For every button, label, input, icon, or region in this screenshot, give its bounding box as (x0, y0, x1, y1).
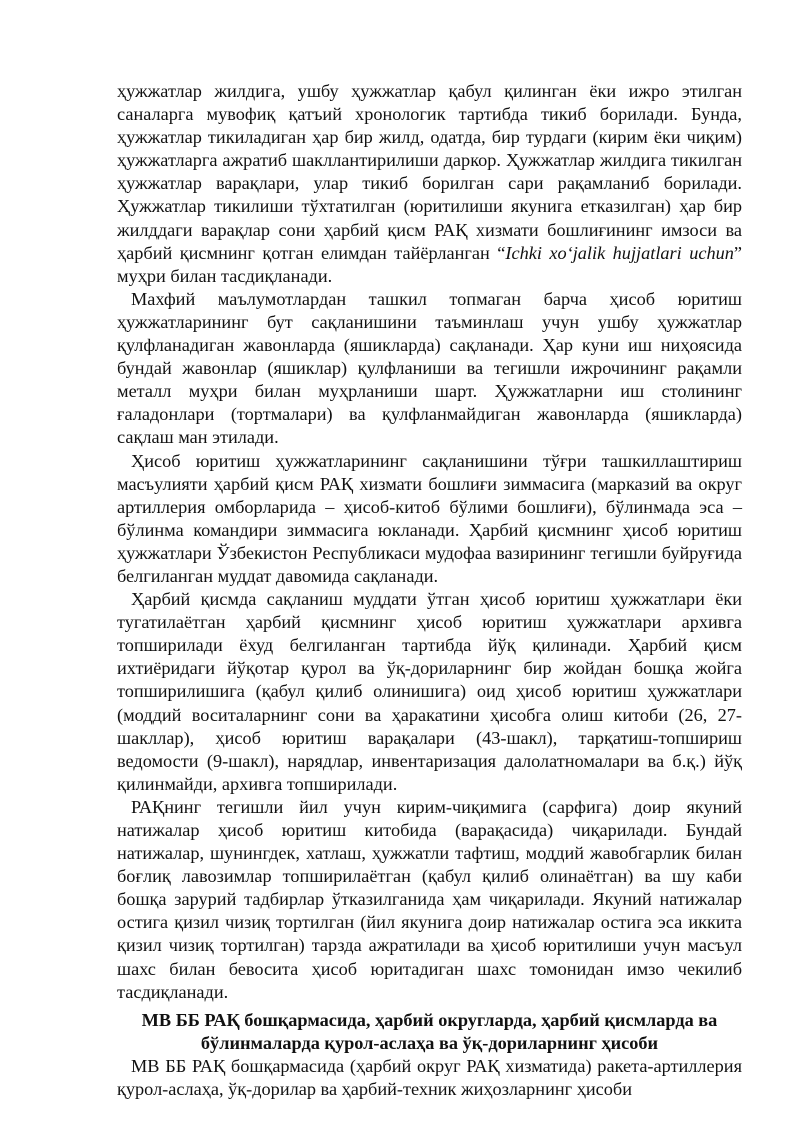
paragraph-responsibility: Ҳисоб юритиш ҳужжатларининг сақланишини тўғри ташкиллаштириш масъулияти ҳарбий қисм РАҚ хизмати бошлиғи зиммасига (марказий ва округ артиллерия омборларида – ҳисоб-китоб бўлими бошлиғи), бўлинмада эса – бўлинма командири зиммасига юкланади. Ҳарбий қисмнинг ҳисоб юритиш ҳужжатлари Ўзбекистон Республикаси мудофаа вазирининг тегишли буйруғида белгиланган муддат давомида сақланади. (117, 450, 742, 586)
section-heading (117, 1009, 742, 1055)
paragraph-document-binding (117, 80, 742, 288)
stamp-inscription: Ichki xo‘jalik hujjatlari uchun (505, 242, 734, 263)
paragraph-text: ҳужжатлар жилдига, ушбу ҳужжатлар қабул қилинган ёки ижро этилган саналарга мувофиқ қатъий хронологик тартибда тикиб борилади. Бунда, ҳужжатлар тикиладиган ҳар бир жилд, одатда, бир турдаги (кирим ёки чиқим) ҳужжатларга ажратиб шакллантирилиши даркор. Ҳужжатлар жилдига тикилган ҳужжатлар варақлари, улар тикиб борилган сари рақамланиб борилади. Ҳужжатлар тикилиши тўхтатилган (юритилиши якунига етказилган) ҳар бир жилддаги варақлар сони ҳарбий қисм РАҚ хизмати бошлиғининг имзоси ва ҳарбий қисмнинг қотган елимдан тайёрланган “ (117, 81, 742, 263)
paragraph-storage: Махфий маълумотлардан ташкил топмаган барча ҳисоб юритиш ҳужжатларининг бут сақланишини таъминлаш учун ушбу ҳужжатлар қулфланадиган жавонларда (яшикларда) сақланади. Ҳар куни иш ниҳоясида бундай жавонлар (яшиклар) қулфланиши ва тегишли ижрочининг рақамли металл муҳри билан муҳрланиши шарт. Ҳужжатларни иш столининг ғаладонлари (тортмалари) ва қулфланмайдиган жавонларда (яшикларда) сақлаш ман этилади. (117, 288, 742, 448)
paragraph-text: ” муҳри билан тасдиқланади. (117, 242, 742, 286)
section-heading-line-1: МВ ББ РАҚ бошқармасида, ҳарбий округларда, ҳарбий қисмларда ва (141, 1009, 718, 1030)
document-page (117, 80, 742, 1101)
paragraph-section-intro: МВ ББ РАҚ бошқармасида (ҳарбий округ РАҚ хизматида) ракета-артиллерия қурол-аслаҳа, ўқ-дорилар ва ҳарбий-техник жиҳозларнинг ҳисоби (117, 1055, 742, 1100)
paragraph-archiving: Ҳарбий қисмда сақланиш муддати ўтган ҳисоб юритиш ҳужжатлари ёки тугатилаётган ҳарбий қисмнинг ҳисоб юритиш ҳужжатлари архивга топширилади ёхуд белгиланган тартибда йўқ қилинади. Ҳарбий қисм ихтиёридаги йўқотар қурол ва ўқ-дориларнинг бир жойдан бошқа жойга топширилишига (қабул қилиб олинишига) оид ҳисоб юритиш ҳужжатлари (моддий воситаларнинг сони ва ҳаракатини ҳисобга олиш китоби (26, 27-шакллар), ҳисоб юритиш варақалари (43-шакл), тарқатиш-топшириш ведомости (9-шакл), нарядлар, инвентаризация далолатномалари ва б.қ.) йўқ қилинмайди, архивга топширилади. (117, 589, 742, 794)
section-heading-line-2: бўлинмаларда қурол-аслаҳа ва ўқ-дориларнинг ҳисоби (200, 1032, 659, 1053)
paragraph-annual-results: РАҚнинг тегишли йил учун кирим-чиқимига (сарфига) доир якуний натижалар ҳисоб юритиш китобида (варақасида) чиқарилади. Бундай натижалар, шунингдек, хатлаш, ҳужжатли тафтиш, моддий жавобгарлик билан боғлиқ лавозимлар топширилаётган (қабул қилиб олинаётган) ва шу каби бошқа зарурий тадбирлар ўтказилганида ҳам чиқарилади. Якуний натижалар остига қизил чизиқ тортилган (йил якунига доир натижалар остига эса иккита қизил чизиқ тортилган) тарзда ажратилади ва ҳисоб юритилиши учун масъул шахс билан бевосита ҳисоб юритадиган шахс томонидан имзо чекилиб тасдиқланади. (117, 796, 742, 1002)
